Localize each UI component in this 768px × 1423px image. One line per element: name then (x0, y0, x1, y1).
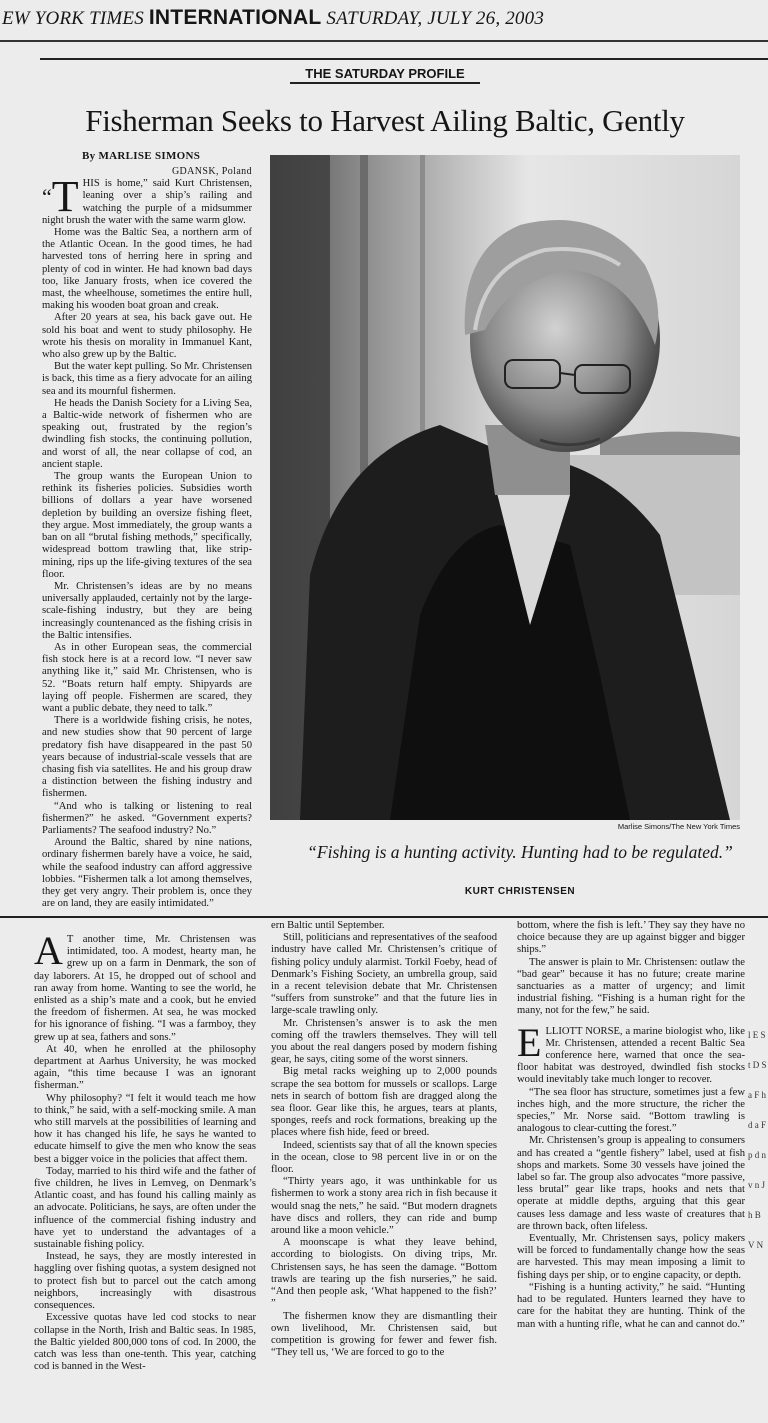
paragraph: “And who is talking or listening to real fishermen?” he asked. “Government experts? Parliaments? The seafood industry? No.” (42, 800, 252, 836)
column-b-paragraphs (271, 932, 497, 1359)
paragraph: Still, politicians and representatives of the seafood industry have called Mr. Christensen’s critique of fishing policy unduly alarmist. Torkil Foeby, head of Denmark’s Fishing Society, an umbrella group, said in a recent television debate that Mr. Christensen “suffers from sunstroke” and that the future lies in large-scale trawling only. (271, 932, 497, 1017)
pull-quote-attribution: KURT CHRISTENSEN (464, 886, 576, 897)
paragraph: Mr. Christensen’s group is appealing to consumers and has created a “gentle fishery” label, used at fish shops and markets. Some 30 vessels have joined the label so far. The group also advocates “more passive, less brutal” gear like traps, hooks and nets that operate at middle depths, arguing that this gear causes less damage and less waste of creatures that are thrown back, often lifeless. (517, 1135, 745, 1232)
paragraph: After 20 years at sea, his back gave out. He sold his boat and went to study philosophy. He wrote his thesis on morality in Immanuel Kant, who also grew up by the Baltic. (42, 312, 252, 361)
column-a-paragraphs (34, 1044, 256, 1373)
adjacent-page-edge: l E S t D S a F h d a F p d n v n J h B V N (748, 1030, 767, 1250)
section-lead-paragraph: ELLIOTT NORSE, a marine biologist who, like Mr. Christensen, attended a recent Baltic Sea conference here, warned that once the sea-floor habitat was destroyed, dwindled fish stocks would inevitably take much longer to recover. (517, 1019, 745, 1086)
paragraph: Big metal racks weighing up to 2,000 pounds scrape the sea bottom for mussels or scallops. Large nets in search of bottom fish are dragged along the sea floor. Gear like this, he argues, tears at plants, sponges, reefs and rock formations, breaking up the places where fish hide, feed or breed. (271, 1066, 497, 1139)
drop-cap: A (34, 934, 63, 973)
paragraph: He heads the Danish Society for a Living Sea, a Baltic-wide network of fishermen who are speaking out, frustrated by the region’s dwindling fish stocks, the continuing pollution, and worst of all, the near collapse of cod, an ancient staple. (42, 397, 252, 470)
paragraph: “The sea floor has structure, sometimes just a few inches high, and the more structure, the richer the species,” Mr. Norse said. “Bottom trawling is analogous to clear-cutting the forest.” (517, 1086, 745, 1135)
paragraph: “Thirty years ago, it was unthinkable for us fishermen to work a stony area rich in fish because it would snag the nets,” he said. “But modern dragnets have discs and rollers, they can ride and bump around like a moon vehicle.” (271, 1176, 497, 1237)
article-column-a (34, 934, 256, 1423)
paragraph: Indeed, scientists say that of all the known species in the ocean, close to 98 percent live in or on the floor. (271, 1139, 497, 1176)
photo-credit: Marlise Simons/The New York Times (617, 822, 740, 831)
paragraph: Around the Baltic, shared by nine nations, ordinary fishermen barely have a voice, he said, while the seafood industry can afford aggressive lobbies. “Fishermen talk a lot among themselves, they get very angry. Their problem is, once they are on land, they are easily intimidated.” (42, 837, 252, 910)
paragraph: Why philosophy? “I felt it would teach me how to think,” he said, with a self-mocking smile. A man who still marvels at the possibilities of learning and how it has changed his life, he says he wanted to educate himself to give the men who know the seas best a bigger voice in the policies that affect them. (34, 1092, 256, 1165)
paragraph: Today, married to his third wife and the father of five children, he lives in Lemveg, on Denmark’s Atlantic coast, and has found his calling mainly as an advocate. Politicians, he says, are often under the influence of the commercial fishing industry and have yet to understand the advantages of a sustainable fishing policy. (34, 1165, 256, 1251)
masthead-edition: INTERNATIONAL (148, 6, 322, 29)
continued-line: bottom, where the fish is left.’ They say they have no choice because they are up against bigger and bigger ships.” (517, 920, 745, 956)
dateline: GDANSK, Poland (171, 166, 252, 177)
section-rule (0, 916, 768, 918)
paragraph: Eventually, Mr. Christensen says, policy makers will be forced to fundamentally change how the seas are harvested. This may mean imposing a limit to fishing days per ship, or to engine capacity, or depth. (517, 1233, 745, 1281)
paragraph: There is a worldwide fishing crisis, he notes, and new studies show that 90 percent of large predatory fish have disappeared in the past 50 years because of industrial-scale vessels that are chasing fish via satellites. He and his group draw a distinction between the fishing industry and fishermen. (42, 715, 252, 800)
masthead-paper: EW YORK TIMES (2, 8, 144, 29)
paragraph: A moonscape is what they leave behind, according to biologists. On diving trips, Mr. Christensen says, he has seen the damage. “Bottom trawls are tearing up the fish nurseries,” he said. “And then people ask, ‘What happened to the fish?’ ” (271, 1237, 497, 1310)
portrait-photo (270, 155, 740, 820)
paragraph: The answer is plain to Mr. Christensen: outlaw the “bad gear” because it has no future; create marine sanctuaries as a matter of urgency; and limit industrial fishing. “Fishing is a human right for the many, not for the few,” he said. (517, 956, 745, 1017)
masthead (0, 0, 768, 42)
masthead-date: SATURDAY, JULY 26, 2003 (326, 8, 545, 29)
article-column-b (271, 920, 497, 1423)
drop-cap: E (517, 1019, 542, 1065)
paragraph: The group wants the European Union to rethink its fisheries policies. Subsidies worth billions of dollars a year have worsened depletion by building an oversize fishing fleet, they argue. Most immediately, the group wants a ban on all “brutal fishing methods,” specifically, widespread bottom trawling that, like strip-mining, rips up the life-giving textures of the sea floor. (42, 471, 252, 580)
paragraph: But the water kept pulling. So Mr. Christensen is back, this time as a fiery advocate for an ailing sea and its mournful fishermen. (42, 361, 252, 397)
continued-line: ern Baltic until September. (271, 920, 385, 931)
paragraph: Home was the Baltic Sea, a northern arm of the Atlantic Ocean. In the good times, he had harvested tons of herring here in spring and plenty of cod in winter. He had known bad days too, like January frosts, when ice covered the mast, the wheelhouse, sometimes the entire hull, making his wooden boat groan and creak. (42, 227, 252, 312)
column-c-paragraphs-top (517, 957, 745, 1018)
paragraph: Excessive quotas have led cod stocks to near collapse in the North, Irish and Baltic seas. In 1985, the Baltic yielded 800,000 tons of cod. In 2000, the catch was less than one-tenth. This year, catching cod is banned in the West- (34, 1312, 256, 1373)
section-lead-paragraph: A T another time, Mr. Christensen was intimidated, too. A modest, hearty man, he grew up on a farm in Denmark, the son of day laborers. At 15, he dropped out of school and ran away from home. Wanting to see the world, he enlisted as a ship’s mate and a cook, but he envied the freedom of fishermen. At sea, he was mocked for his ignorance of fishing. “I was a farmboy, they grew up at sea, fathers and sons.” (34, 934, 256, 1043)
lead-paragraph: “T HIS is home,” said Kurt Christensen, leaning over a ship’s railing and watching the purple of a midsummer night brush the water with the same warm glow. (42, 172, 252, 226)
paragraph: At 40, when he enrolled at the philosophy department at Aarhus University, he was mocked again, “this time because I was an ignorant fisherman.” (34, 1043, 256, 1092)
pull-quote: “Fishing is a hunting activity. Hunting had to be regulated.” (307, 842, 733, 862)
article-column-c (517, 920, 745, 1423)
byline: By MARLISE SIMONS (82, 150, 201, 162)
kicker: THE SATURDAY PROFILE (290, 66, 480, 84)
paragraph: Instead, he says, they are mostly interested in haggling over fishing quotas, a system designed not to protect fish but to parcel out the catch among neighbors, increasingly with disastrous consequences. (34, 1251, 256, 1312)
paragraph: Mr. Christensen’s ideas are by no means universally applauded, certainly not by the large-scale-fishing industry, but they are being increasingly countenanced as the fishing crisis in the Baltic intensifies. (42, 580, 252, 641)
paragraph: The fishermen know they are dismantling their own livelihood, Mr. Christensen said, but competition is growing for fewer and fewer fish. “They tell us, ‘We are forced to go to the (271, 1310, 497, 1359)
photo-illustration (270, 155, 740, 820)
paragraph: As in other European seas, the commercial fish stock here is at a record low. “I never saw anything like it,” said Mr. Christensen, who is 52. “Boats return half empty. Shipyards are laying off people. Fishermen are scared, they want a public debate, they need to talk.” (42, 641, 252, 714)
paragraph: “Fishing is a hunting activity,” he said. “Hunting had to be regulated. Hunters learned they have to care for the habitat they are hunting. Think of the man with a hunting rifle, what he can and cannot do.” (517, 1281, 745, 1330)
paragraph: Mr. Christensen’s answer is to ask the men coming off the trawlers themselves. They will tell you about the real dangers posed by modern fishing gear, he says, citing some of the worst sinners. (271, 1017, 497, 1066)
headline: Fisherman Seeks to Harvest Ailing Baltic, Gently (85, 103, 685, 138)
column-c-paragraphs (517, 1087, 745, 1331)
article-column-1 (42, 166, 252, 918)
column-1-paragraphs (42, 227, 252, 910)
drop-cap: “T (42, 172, 79, 222)
